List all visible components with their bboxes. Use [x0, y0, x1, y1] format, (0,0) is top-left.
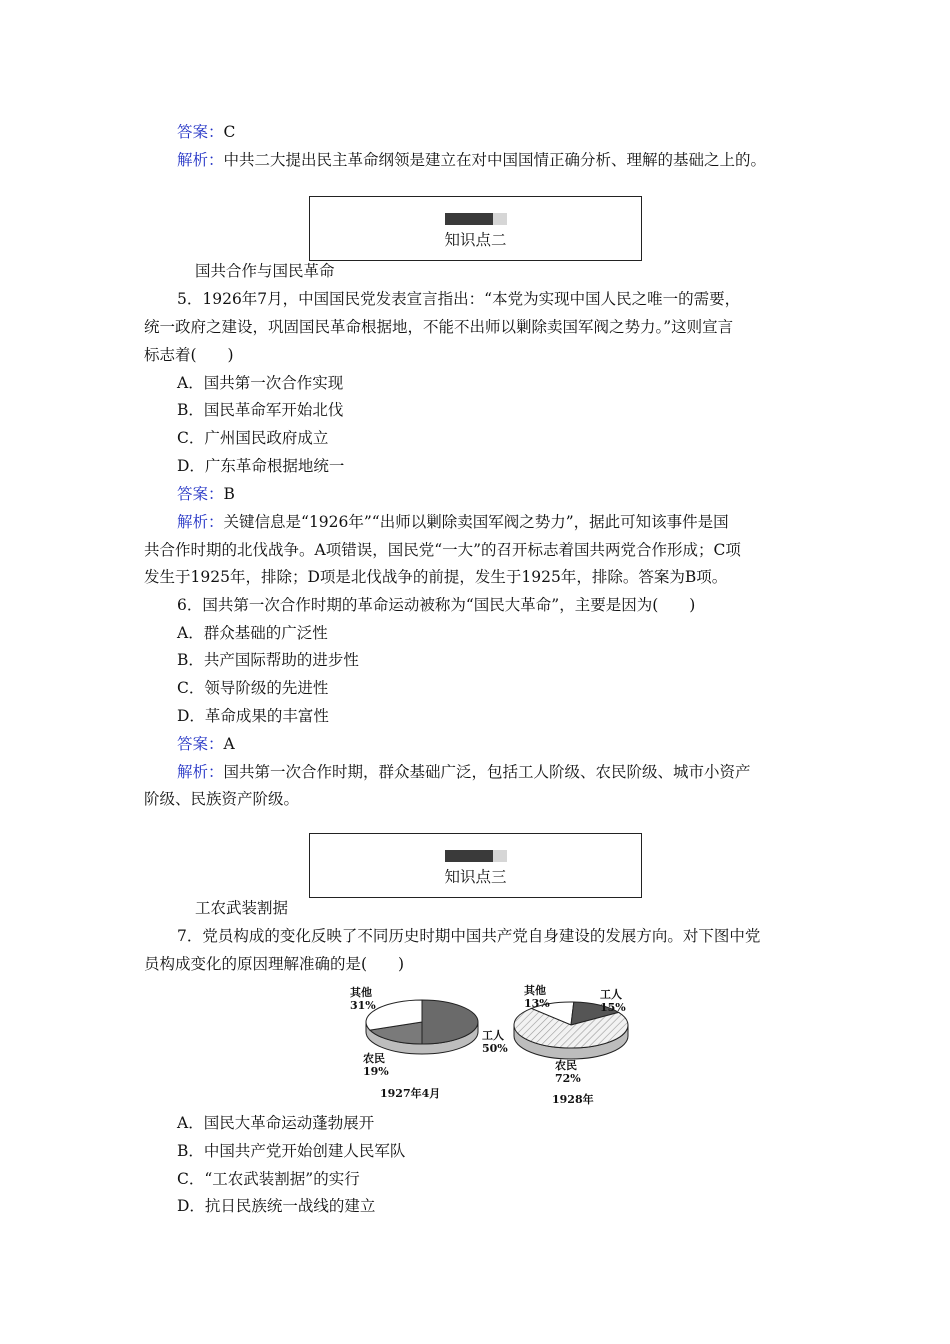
pie1-value-worker: 50%: [482, 1042, 508, 1055]
q5-stem-3: 标志着( ): [144, 346, 234, 364]
answer-value: C: [223, 123, 236, 141]
q5-stem-1: 5．1926年7月，中国国民党发表宣言指出：“本党为实现中国人民之唯一的需要，: [177, 290, 741, 308]
q6-option-a: A．群众基础的广泛性: [177, 624, 328, 642]
answer-value: A: [223, 735, 235, 753]
analysis-text: 关键信息是“1926年”“出师以剿除卖国军阀之势力”，据此可知该事件是国: [223, 513, 729, 531]
pie2-title: 1928年: [552, 1093, 594, 1106]
answer-label: 答案：: [177, 485, 224, 503]
q6-analysis-1: [177, 762, 751, 782]
analysis-text: 中共二大提出民主革命纲领是建立在对中国国情正确分析、理解的基础之上的。: [223, 151, 767, 169]
q5-analysis-2: 共合作时期的北伐战争。A项错误，国民党“一大”的召开标志着国共两党合作形成；C项: [144, 541, 741, 559]
q7-stem-1: 7．党员构成的变化反映了不同历史时期中国共产党自身建设的发展方向。对下图中党: [177, 927, 761, 945]
q4-analysis: [177, 150, 766, 170]
answer-label: 答案：: [177, 123, 224, 141]
analysis-label: 解析：: [177, 763, 224, 781]
q5-analysis-1: [177, 512, 729, 532]
analysis-text: 国共第一次合作时期，群众基础广泛，包括工人阶级、农民阶级、城市小资产: [223, 763, 751, 781]
section-title: 知识点二: [444, 231, 507, 249]
q6-stem: 6．国共第一次合作时期的革命运动被称为“国民大革命”，主要是因为( ): [177, 596, 696, 614]
section-topic: 工农武装割据: [195, 899, 289, 917]
pie1-value-other: 31%: [350, 999, 376, 1012]
pie-1927: [366, 1000, 478, 1054]
answer-label: 答案：: [177, 735, 224, 753]
pie1-value-farmer: 19%: [363, 1065, 389, 1078]
q5-option-a: A．国共第一次合作实现: [177, 374, 344, 392]
q7-option-b: B．中国共产党开始创建人民军队: [177, 1142, 406, 1160]
party-composition-charts: [330, 980, 650, 1108]
q6-analysis-2: 阶级、民族资产阶级。: [144, 790, 300, 808]
section-bar-icon: [445, 850, 507, 862]
q4-answer: [177, 122, 235, 142]
q6-option-d: D．革命成果的丰富性: [177, 707, 329, 725]
pie2-value-other: 13%: [524, 997, 550, 1010]
pie2-value-farmer: 72%: [555, 1072, 581, 1085]
q5-stem-2: 统一政府之建设，巩固国民革命根据地，不能不出师以剿除卖国军阀之势力。”这则宣言: [144, 318, 734, 336]
q7-stem-2: 员构成变化的原因理解准确的是( ): [144, 955, 405, 973]
answer-value: B: [223, 485, 235, 503]
q5-option-b: B．国民革命军开始北伐: [177, 401, 344, 419]
analysis-label: 解析：: [177, 513, 224, 531]
pie1-label-other: 其他: [350, 986, 372, 999]
pie2-label-other: 其他: [524, 984, 546, 997]
pie1-label-worker: 工人: [482, 1029, 504, 1042]
pie2-value-worker: 15%: [600, 1001, 626, 1014]
q7-option-a: A．国民大革命运动蓬勃展开: [177, 1114, 375, 1132]
pie1-title: 1927年4月: [380, 1087, 441, 1100]
analysis-label: 解析：: [177, 151, 224, 169]
pie1-label-farmer: 农民: [363, 1052, 385, 1065]
section-title: 知识点三: [444, 868, 507, 886]
pie2-label-farmer: 农民: [555, 1059, 577, 1072]
q6-option-c: C．领导阶级的先进性: [177, 679, 329, 697]
q7-option-c: C．“工农武装割据”的实行: [177, 1170, 360, 1188]
section-bar-icon: [445, 213, 507, 225]
knowledge-box-3: [309, 833, 642, 898]
knowledge-box-2: [309, 196, 642, 261]
q7-option-d: D．抗日民族统一战线的建立: [177, 1197, 376, 1215]
q5-answer: [177, 484, 235, 504]
section-topic: 国共合作与国民革命: [195, 262, 335, 280]
q5-option-c: C．广州国民政府成立: [177, 429, 329, 447]
q6-option-b: B．共产国际帮助的进步性: [177, 651, 359, 669]
q5-option-d: D．广东革命根据地统一: [177, 457, 345, 475]
q5-analysis-3: 发生于1925年，排除；D项是北伐战争的前提，发生于1925年，排除。答案为B项。: [144, 568, 728, 586]
pie2-label-worker: 工人: [600, 988, 622, 1001]
q6-answer: [177, 734, 235, 754]
